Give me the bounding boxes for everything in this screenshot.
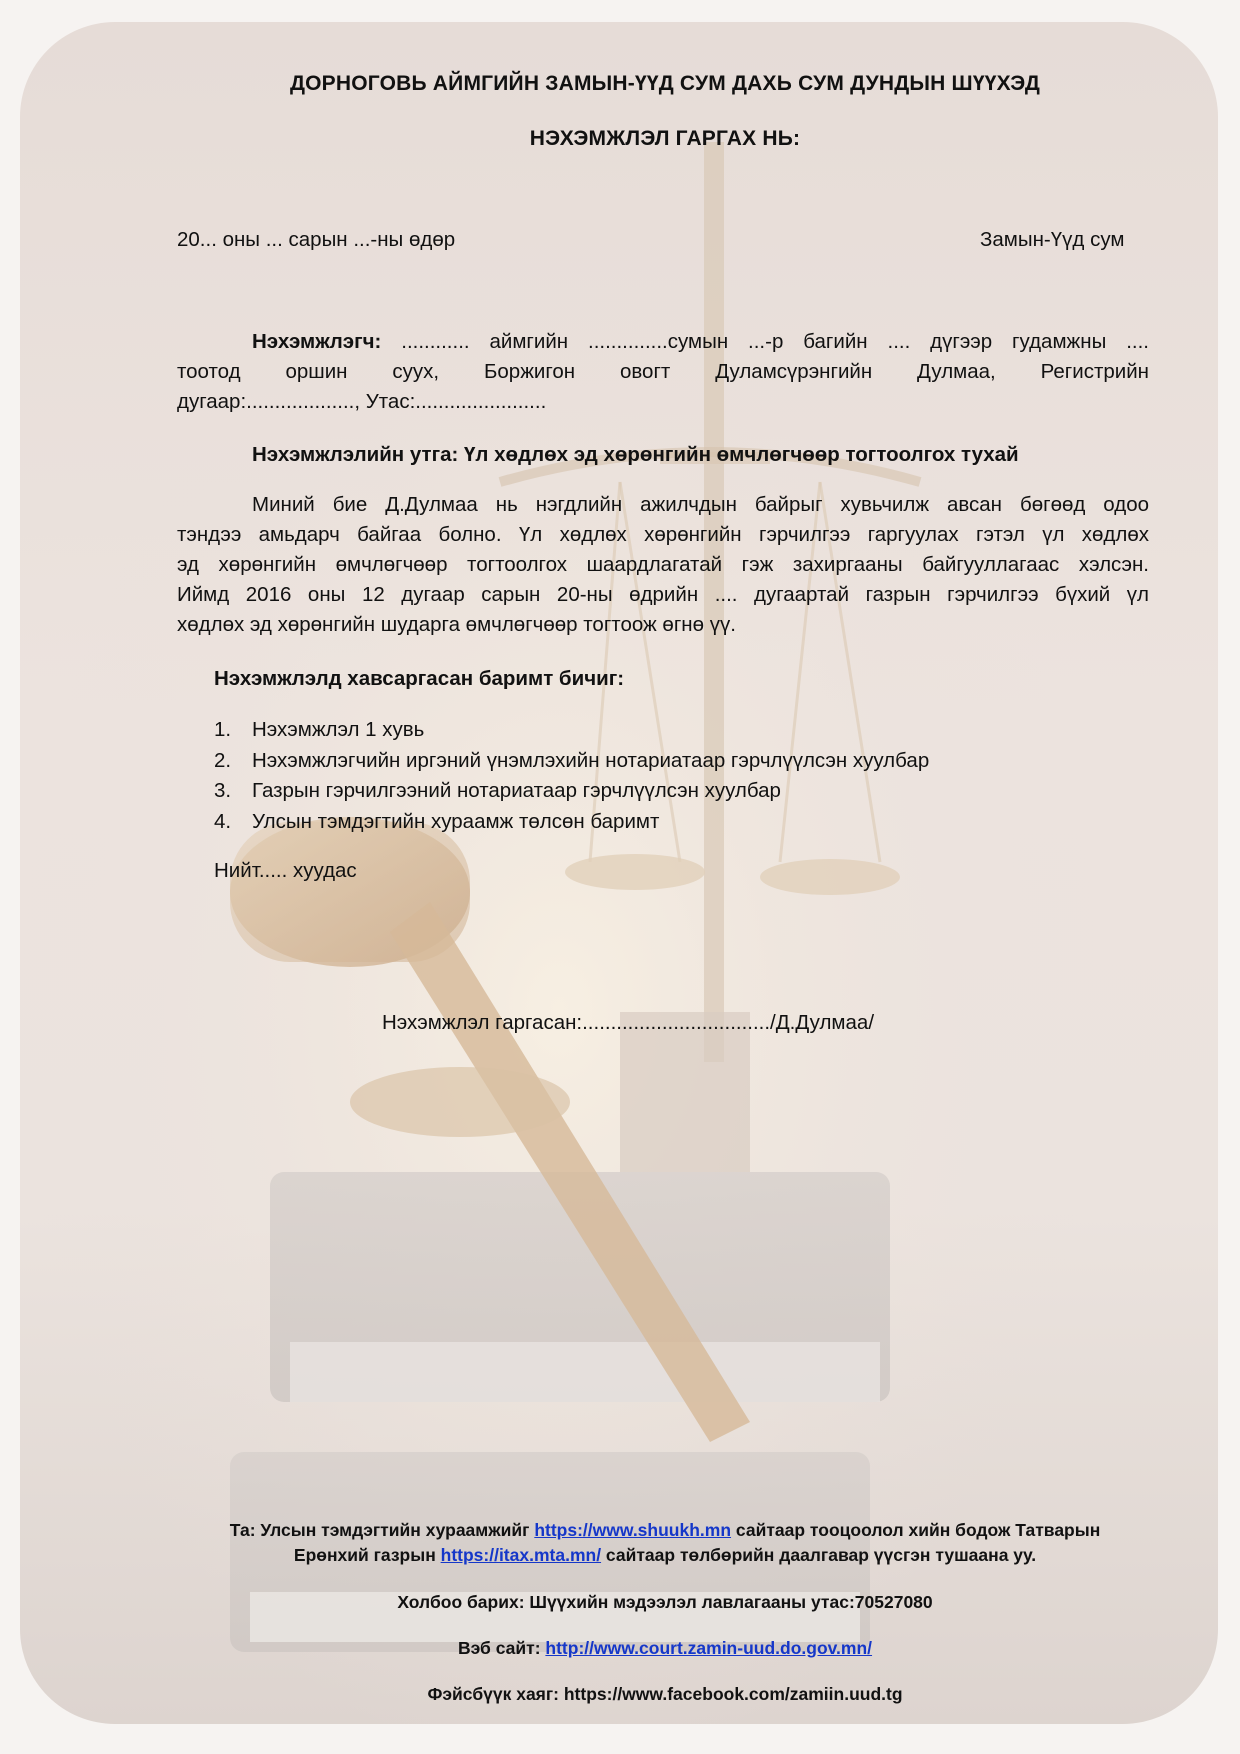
document-title: НЭХЭМЖЛЭЛ ГАРГАХ НЬ: xyxy=(529,127,801,150)
body-line: Иймд 2016 оны 12 дугаар сарын 20-ны өдрийн .... дугаартай газрын гэрчилгээ бүхий үл xyxy=(177,583,1149,606)
list-item: 4. Улсын тэмдэгтийн хураамж төлсөн баримт xyxy=(214,809,660,833)
footer-note-line-1: Та: Улсын тэмдэгтийн хураамжийг https://www.shuukh.mn сайтаар тооцоолол хийн бодож Татварын xyxy=(229,1520,1101,1540)
attachments-heading: Нэхэмжлэлд хавсаргасан баримт бичиг: xyxy=(214,667,625,690)
body-line: эд хөрөнгийн өмчлөгчөөр тогтоолгох шаардлагатай гэж захиргааны байгууллагаас хэлсэн. xyxy=(177,553,1149,576)
body-line: Миний бие Д.Дулмаа нь нэгдлийн ажилчдын байрыг хувьчилж авсан бөгөөд одоо xyxy=(252,493,1149,516)
contact-line: Холбоо барих: Шүүхийн мэдээлэл лавлагааны утас:70527080 xyxy=(397,1592,933,1612)
attachments-list xyxy=(214,715,929,837)
claimant-line-3: дугаар:..................., Утас:....................... xyxy=(177,390,547,413)
claimant-line-1 xyxy=(177,327,1149,357)
claim-body xyxy=(177,490,1149,640)
date-line: 20... оны ... сарын ...-ны өдөр xyxy=(177,228,456,251)
place-line: Замын-Үүд сум xyxy=(980,228,1125,251)
claim-subject: Нэхэмжлэлийн утга: Үл хөдлөх эд хөрөнгийн өмчлөгчөөр тогтоолгох тухай xyxy=(252,443,1019,466)
court-heading: ДОРНОГОВЬ АЙМГИЙН ЗАМЫН-ҮҮД СУМ ДАХЬ СУМ ДУНДЫН ШҮҮХЭД xyxy=(289,72,1041,95)
body-line: тэндээ амьдарч байгаа болно. Үл хөдлөх хөрөнгийн гэрчилгээ гаргуулах гэтэл үл хөдлөх xyxy=(177,523,1149,546)
itax-link[interactable]: https://itax.mta.mn/ xyxy=(440,1545,602,1565)
list-item: 3. Газрын гэрчилгээний нотариатаар гэрчлүүлсэн хуулбар xyxy=(214,779,781,802)
claimant-address: ............ аймгийн ..............сумын ...-р багийн .... дүгээр гудамжны .... xyxy=(381,330,1149,353)
claimant-line-2: тоотод оршин суух, Боржигон овогт Дуламсүрэнгийн Дулмаа, Регистрийн xyxy=(177,360,1149,383)
claimant-section xyxy=(177,327,1149,417)
shuukh-link[interactable]: https://www.shuukh.mn xyxy=(534,1520,732,1540)
claimant-label: Нэхэмжлэгч: xyxy=(252,330,382,353)
body-line: хөдлөх эд хөрөнгийн шударга өмчлөгчөөр тогтоож өгнө үү. xyxy=(177,613,736,636)
facebook-line: Фэйсбүүк хаяг: https://www.facebook.com/zamiin.uud.tg xyxy=(427,1684,903,1704)
list-item: 1. Нэхэмжлэл 1 хувь xyxy=(214,718,425,741)
website-line: Вэб сайт: http://www.court.zamin-uud.do.gov.mn/ xyxy=(457,1638,873,1658)
court-website-link[interactable]: http://www.court.zamin-uud.do.gov.mn/ xyxy=(545,1638,873,1658)
list-item: 2. Нэхэмжлэгчийн иргэний үнэмлэхийн нотариатаар гэрчлүүлсэн хуулбар xyxy=(214,748,930,772)
signature-line: Нэхэмжлэл гаргасан:................................./Д.Дулмаа/ xyxy=(382,1011,875,1034)
total-pages: Нийт..... хуудас xyxy=(214,859,357,882)
footer-note-line-2: Ерөнхий газрын https://itax.mta.mn/ сайтаар төлбөрийн даалгавар үүсгэн тушаана уу. xyxy=(293,1545,1037,1565)
